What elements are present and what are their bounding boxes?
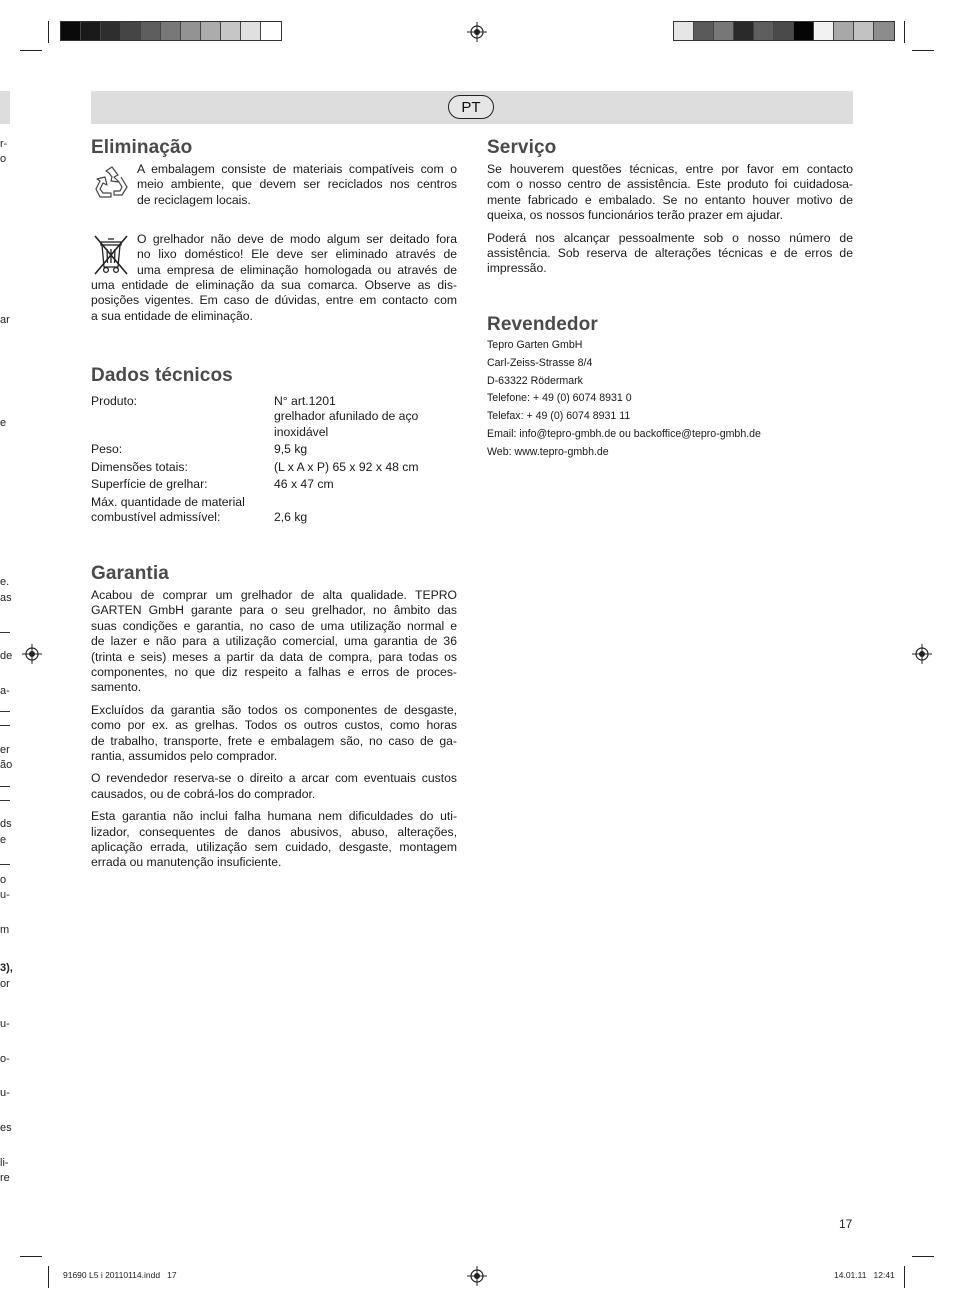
- text-line: de trabalho, transporte, frete e embalagem são, no caso de ga-: [91, 733, 457, 748]
- paragraph: [487, 231, 853, 277]
- text-line: posições vigentes. Em caso de dúvidas, entre em contacto com: [91, 293, 457, 308]
- color-swatch: [794, 22, 814, 40]
- contact-line: Email: info@tepro-gmbh.de ou backoffice@tepro-gmbh.de: [487, 428, 761, 440]
- spec-label: Dimensões totais:: [91, 460, 188, 474]
- contact-line: D-63322 Rödermark: [487, 374, 583, 387]
- color-swatch: [674, 22, 694, 40]
- eliminacao-text-2: [91, 278, 457, 324]
- spec-label: Peso:: [91, 442, 123, 456]
- text-line: (trinta e seis) meses a partir da data de compra, para todas os: [91, 649, 457, 664]
- crop-mark: [912, 50, 934, 51]
- crop-mark: [20, 50, 42, 51]
- color-swatch: [181, 22, 201, 40]
- recycle-icon: [91, 163, 133, 205]
- paragraph: [91, 703, 457, 765]
- text-line: rantia, assumidos pelo comprador.: [91, 749, 278, 764]
- section-title-revendedor: Revendedor: [487, 314, 598, 335]
- color-swatch: [61, 22, 81, 40]
- eliminacao-text-1: [137, 162, 457, 208]
- bleed-fragment: e.: [0, 576, 10, 588]
- spec-value: 9,5 kg: [274, 442, 308, 456]
- paragraph: [91, 588, 457, 696]
- contact-line: Web: www.tepro-gmbh.de: [487, 445, 609, 458]
- color-swatch: [874, 22, 894, 40]
- color-swatch: [261, 22, 281, 40]
- bleed-rule: [0, 800, 10, 801]
- text-line: uma entidade de eliminação da sua comarca. Observe as dis-: [91, 278, 457, 292]
- bleed-fragment: o: [0, 153, 7, 165]
- bleed-fragment: ds: [0, 818, 12, 830]
- color-swatch: [834, 22, 854, 40]
- eliminacao-text-2-indented: [137, 232, 457, 278]
- bleed-fragment: re: [0, 1172, 10, 1184]
- text-line: suas condições e garantia, no caso de uma utilização normal e: [91, 618, 457, 633]
- bleed-fragment: u-: [0, 1087, 10, 1099]
- text-line: Excluídos da garantia são todos os componentes de desgaste,: [91, 702, 457, 717]
- text-line: errada ou manutenção insuficiente.: [91, 855, 282, 870]
- bleed-fragment: r-: [0, 138, 8, 150]
- color-swatch: [221, 22, 241, 40]
- bleed-rule: [0, 632, 10, 633]
- spec-value: 2,6 kg: [274, 510, 308, 525]
- crop-mark: [20, 1256, 42, 1257]
- text-line: GARTEN GmbH garante para o seu grelhador, no âmbito das: [91, 603, 457, 618]
- bleed-fragment: as: [0, 592, 12, 604]
- text-line: mente fabricado e embalado. Se no entanto houver motivo de: [487, 192, 853, 207]
- paragraph: [91, 771, 457, 802]
- text-line: assistência. Sob reserva de alterações técnicas e de erros de: [487, 246, 853, 260]
- color-swatch: [201, 22, 221, 40]
- text-line: uma empresa de eliminação homologada ou através de: [137, 262, 457, 277]
- crossed-out-bin-icon: [92, 233, 130, 277]
- print-slug-right: 14.01.11 12:41: [834, 1270, 895, 1280]
- crop-mark: [912, 1256, 934, 1257]
- text-line: A embalagem consiste de materiais compatíveis com o: [137, 162, 457, 176]
- text-line: Esta garantia não inclui falha humana nem dificuldades do uti-: [91, 809, 457, 824]
- bleed-fragment: de: [0, 650, 13, 662]
- bleed-rule: [0, 786, 10, 787]
- bleed-fragment: ão: [0, 759, 13, 771]
- text-line: de reciclagem locais.: [137, 192, 251, 207]
- crop-mark: [904, 1266, 905, 1288]
- print-slug-left: 91690 L5 i 20110114.indd 17: [63, 1270, 177, 1280]
- bleed-fragment: e: [0, 417, 7, 429]
- color-swatch: [854, 22, 874, 40]
- color-swatch: [734, 22, 754, 40]
- contact-line: Tepro Garten GmbH: [487, 339, 583, 351]
- bleed-fragment: er: [0, 744, 10, 756]
- bleed-fragment: ar: [0, 314, 10, 326]
- contact-line: Carl-Zeiss-Strasse 8/4: [487, 356, 593, 369]
- language-badge: PT: [448, 95, 494, 119]
- text-line: O revendedor reserva-se o direito a arcar com eventuais custos: [91, 771, 457, 786]
- color-swatch: [241, 22, 261, 40]
- text-line: de lazer e não para a utilização comercial, uma garantia de 36: [91, 634, 457, 649]
- section-title-eliminacao: Eliminação: [91, 137, 193, 158]
- color-swatch: [754, 22, 774, 40]
- contact-line: Telefax: + 49 (0) 6074 8931 11: [487, 410, 631, 423]
- color-bar-left: [60, 21, 282, 41]
- text-line: componentes, no que diz respeito a falhas e erros de proces-: [91, 665, 457, 680]
- color-swatch: [774, 22, 794, 40]
- crop-mark: [48, 21, 49, 43]
- bleed-fragment: o: [0, 874, 7, 886]
- registration-mark-icon: [467, 22, 487, 42]
- text-line: com o nosso centro de assistência. Este produto foi cuidadosa-: [487, 177, 853, 192]
- color-swatch: [714, 22, 734, 40]
- facing-page-band: [0, 91, 10, 124]
- registration-mark-icon: [467, 1266, 487, 1286]
- bleed-rule: [0, 711, 10, 712]
- bleed-rule: [0, 864, 10, 865]
- color-bar-right: [673, 21, 895, 41]
- color-swatch: [694, 22, 714, 40]
- section-title-servico: Serviço: [487, 137, 557, 158]
- spec-value: N° art.1201 grelhador afunilado de aço inoxidável: [274, 394, 419, 439]
- text-line: queixa, os nossos funcionários terão prazer em ajudar.: [487, 208, 784, 223]
- crop-mark: [904, 21, 905, 43]
- spec-label: Máx. quantidade de material combustível admissível:: [91, 495, 245, 525]
- spec-label: Superfície de grelhar:: [91, 477, 208, 491]
- text-line: aplicação errada, utilização sem cuidado, desgaste, montagem: [91, 840, 457, 854]
- crop-mark: [48, 1266, 49, 1288]
- text-line: como por ex. as grelhas. Todos os outros custos, como horas: [91, 718, 457, 733]
- bleed-fragment: 3),: [0, 962, 13, 974]
- text-line: samento.: [91, 680, 142, 695]
- color-swatch: [121, 22, 141, 40]
- color-swatch: [141, 22, 161, 40]
- color-swatch: [161, 22, 181, 40]
- color-swatch: [81, 22, 101, 40]
- registration-mark-icon: [22, 644, 42, 664]
- bleed-fragment: m: [0, 924, 10, 936]
- bleed-fragment: u-: [0, 1018, 10, 1030]
- bleed-fragment: a-: [0, 685, 10, 697]
- paragraph: [91, 809, 457, 871]
- bleed-rule: [0, 725, 10, 726]
- registration-mark-icon: [912, 644, 932, 664]
- bleed-fragment: e: [0, 834, 7, 846]
- page-number: 17: [839, 1217, 853, 1231]
- text-line: impressão.: [487, 261, 547, 276]
- bleed-fragment: li-: [0, 1157, 9, 1169]
- bleed-fragment: es: [0, 1122, 12, 1134]
- text-line: Acabou de comprar um grelhador de alta qualidade. TEPRO: [91, 588, 457, 602]
- bleed-fragment: or: [0, 978, 10, 990]
- color-swatch: [101, 22, 121, 40]
- text-line: a sua entidade de eliminação.: [91, 308, 253, 323]
- text-line: causados, ou de cobrá-los do comprador.: [91, 786, 316, 801]
- spec-label: Produto:: [91, 394, 138, 408]
- contact-line: Telefone: + 49 (0) 6074 8931 0: [487, 392, 632, 405]
- bleed-fragment: u-: [0, 889, 10, 901]
- text-line: no lixo doméstico! Ele deve ser eliminado através de: [137, 247, 457, 262]
- paragraph: [487, 162, 853, 224]
- spec-value: (L x A x P) 65 x 92 x 48 cm: [274, 460, 419, 474]
- text-line: meio ambiente, que devem ser reciclados nos centros: [137, 177, 457, 192]
- text-line: lizador, consequentes de danos abusivos, abuso, alterações,: [91, 824, 457, 839]
- text-line: Poderá nos alcançar pessoalmente sob o nosso número de: [487, 230, 853, 245]
- section-title-garantia: Garantia: [91, 563, 169, 584]
- spec-value: 46 x 47 cm: [274, 477, 334, 491]
- bleed-fragment: o-: [0, 1053, 10, 1065]
- section-title-dados-tecnicos: Dados técnicos: [91, 365, 233, 386]
- text-line: Se houverem questões técnicas, entre por favor em contacto: [487, 162, 853, 176]
- color-swatch: [814, 22, 834, 40]
- text-line: O grelhador não deve de modo algum ser deitado fora: [137, 232, 457, 246]
